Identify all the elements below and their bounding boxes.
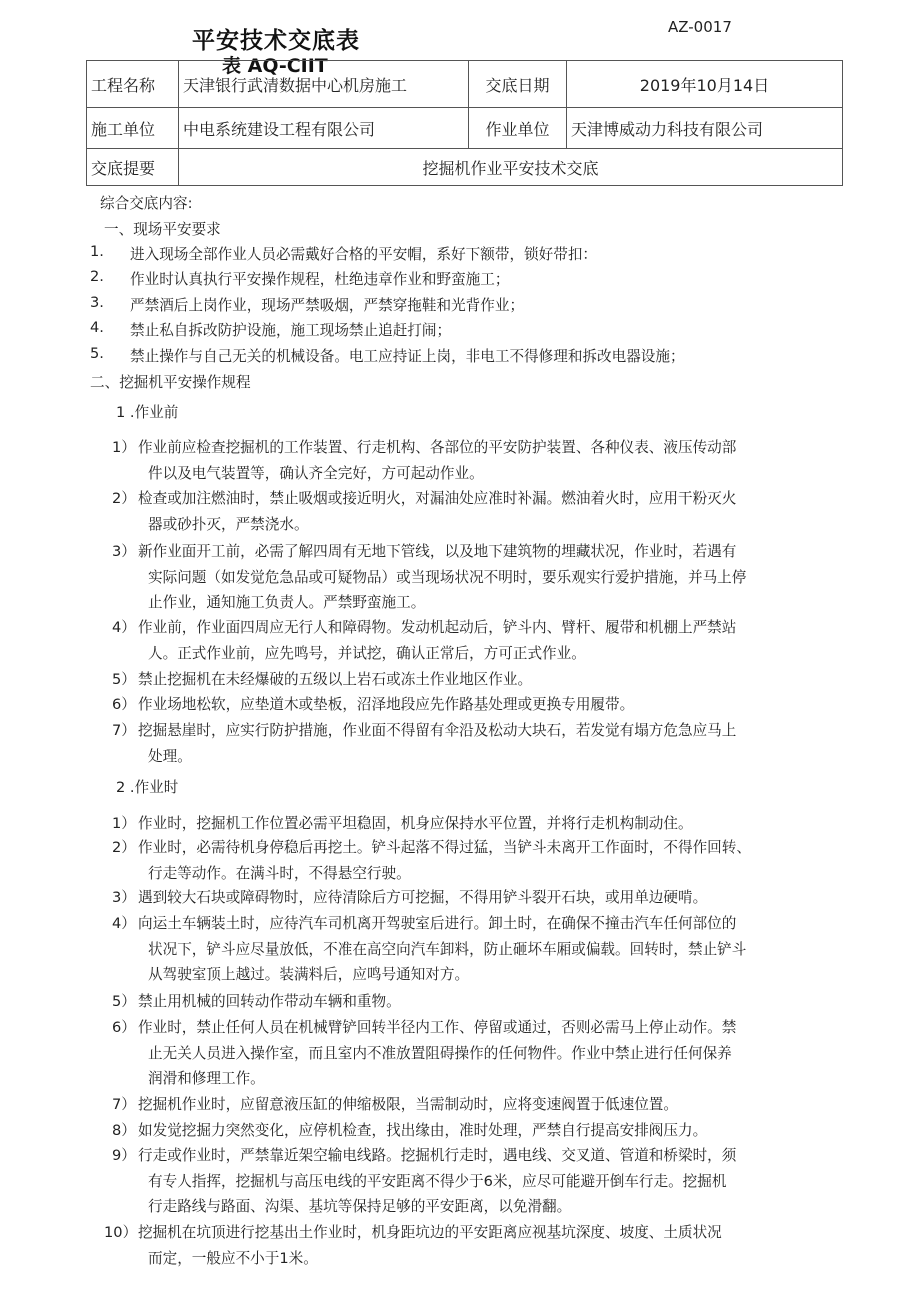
list-item: 作业场地松软，应垫道木或垫板，沼泽地段应先作路基处理或更换专用履带。 (138, 696, 635, 713)
list-item-number: 4. (90, 319, 104, 336)
list-item: 状况下，铲斗应尽量放低，不准在高空向汽车卸料，防止砸坏车厢或偏载。回转时，禁止铲斗 (148, 940, 747, 958)
list-item: 作业时认真执行平安操作规程，杜绝违章作业和野蛮施工； (130, 271, 510, 288)
list-item: 挖掘悬崖时，应实行防护措施，作业面不得留有伞沿及松动大块石，若发觉有塌方危急应马上 (138, 722, 737, 739)
list-item-number: 2） (112, 839, 136, 856)
list-item: 行走或作业时，严禁靠近架空输电线路。挖掘机行走时，遇电线、交叉道、管道和桥梁时，须 (138, 1147, 737, 1164)
list-item: 润滑和修理工作。 (148, 1070, 265, 1087)
contractor-label: 施工单位 (87, 108, 179, 149)
list-item: 检查或加注燃油时，禁止吸烟或接近明火，对漏油处应准时补漏。燃油着火时，应用干粉灭火 (138, 490, 737, 507)
list-item: 实际问题（如发觉危急品或可疑物品）或当现场状况不明时，要乐观实行爱护措施，并马上停 (148, 568, 747, 586)
list-item: 禁止挖掘机在未经爆破的五级以上岩石或冻土作业地区作业。 (138, 671, 533, 688)
list-item: 处理。 (148, 747, 192, 765)
table-row (87, 61, 843, 108)
list-item: 挖掘机在坑顶进行挖基出土作业时，机身距坑边的平安距离应视基坑深度、坡度、土质状况 (138, 1224, 722, 1241)
subsection-heading: 2 .作业时 (116, 779, 179, 796)
list-item: 作业时，禁止任何人员在机械臂铲回转半径内工作、停留或通过，否则必需马上停止动作。禁 (138, 1019, 737, 1036)
list-item: 作业前，作业面四周应无行人和障碍物。发动机起动后，铲斗内、臂杆、履带和机棚上严禁站 (138, 619, 737, 636)
section-heading: 二、挖掘机平安操作规程 (90, 374, 251, 391)
contractor-value: 中电系统建设工程有限公司 (179, 108, 469, 149)
list-item-number: 3） (112, 889, 136, 906)
list-item-number: 3） (112, 543, 136, 560)
list-item: 挖掘机作业时，应留意液压缸的伸缩极限，当需制动时，应将变速阀置于低速位置。 (138, 1096, 678, 1113)
list-item-number: 2. (90, 268, 104, 285)
list-item-number: 4） (112, 619, 136, 636)
list-item-number: 8） (112, 1122, 136, 1139)
list-item: 器或砂扑灭，严禁浇水。 (148, 515, 309, 533)
list-item: 从驾驶室顶上越过。装满料后，应鸣号通知对方。 (148, 966, 470, 983)
list-item: 止无关人员进入操作室，而且室内不准放置阻碍操作的任何物件。作业中禁止进行任何保养 (148, 1044, 732, 1062)
list-item: 遇到较大石块或障碍物时，应待清除后方可挖掘，不得用铲斗裂开石块，或用单边硬啃。 (138, 889, 708, 906)
info-table (86, 60, 843, 186)
list-item: 禁止操作与自己无关的机械设备。电工应持证上岗，非电工不得修理和拆改电器设施； (130, 348, 685, 365)
list-item: 进入现场全部作业人员必需戴好合格的平安帽，系好下额带，锁好带扣： (130, 246, 598, 263)
list-item: 人。正式作业前，应先鸣号，并试挖，确认正常后，方可正式作业。 (148, 644, 586, 662)
list-item: 行走路线与路面、沟渠、基坑等保持足够的平安距离，以免滑翻。 (148, 1198, 572, 1215)
table-row (87, 149, 843, 186)
list-item-number: 3. (90, 294, 104, 311)
list-item: 禁止用机械的回转动作带动车辆和重物。 (138, 993, 401, 1010)
list-item: 向运土车辆装土时，应待汽车司机离开驾驶室后进行。卸土时，在确保不撞击汽车任何部位的 (138, 915, 737, 932)
list-item-number: 7） (112, 1096, 136, 1113)
summary-value: 挖掘机作业平安技术交底 (179, 149, 843, 186)
list-item: 新作业面开工前，必需了解四周有无地下管线，以及地下建筑物的埋藏状况，作业时，若遇有 (138, 543, 737, 560)
list-item-number: 5） (112, 993, 136, 1010)
list-item-number: 10） (104, 1224, 138, 1241)
table-row (87, 108, 843, 149)
list-item-number: 5. (90, 345, 104, 362)
list-item-number: 9） (112, 1147, 136, 1164)
work-unit-value: 天津博威动力科技有限公司 (567, 108, 843, 149)
list-item-number: 6） (112, 1019, 136, 1036)
date-label: 交底日期 (469, 61, 567, 108)
work-unit-label: 作业单位 (469, 108, 567, 149)
content-intro: 综合交底内容: (100, 195, 193, 212)
list-item-number: 1） (112, 439, 136, 456)
document-number: AZ-0017 (668, 18, 732, 36)
project-value: 天津银行武清数据中心机房施工 (179, 61, 469, 108)
list-item: 禁止私自拆改防护设施，施工现场禁止追赶打闹； (130, 322, 452, 339)
list-item-number: 1. (90, 243, 104, 260)
subsection-heading: 1 .作业前 (116, 404, 179, 421)
list-item: 作业时，必需待机身停稳后再挖土。铲斗起落不得过猛，当铲斗未离开工作面时，不得作回转、 (138, 839, 751, 856)
summary-label: 交底提要 (87, 149, 179, 186)
list-item: 作业时，挖掘机工作位置必需平坦稳固，机身应保持水平位置，并将行走机构制动住。 (138, 815, 693, 832)
list-item-number: 1） (112, 815, 136, 832)
list-item: 止作业，通知施工负责人。严禁野蛮施工。 (148, 594, 426, 611)
list-item: 作业前应检查挖掘机的工作装置、行走机构、各部位的平安防护装置、各种仪表、液压传动部 (138, 439, 737, 456)
project-label: 工程名称 (87, 61, 179, 108)
date-value: 2019年10月14日 (567, 61, 843, 108)
list-item-number: 2） (112, 490, 136, 507)
list-item: 行走等动作。在满斗时，不得悬空行驶。 (148, 864, 411, 882)
list-item-number: 5） (112, 671, 136, 688)
list-item: 严禁酒后上岗作业，现场严禁吸烟，严禁穿拖鞋和光背作业； (130, 297, 525, 314)
list-item: 件以及电气装置等，确认齐全完好，方可起动作业。 (148, 464, 484, 482)
document-title: 平安技术交底表 (192, 28, 360, 54)
list-item-number: 4） (112, 915, 136, 932)
list-item: 而定，一般应不小于1米。 (148, 1249, 318, 1267)
list-item: 有专人指挥，挖掘机与高压电线的平安距离不得少于6米，应尽可能避开倒车行走。挖掘机 (148, 1172, 727, 1190)
list-item-number: 7） (112, 722, 136, 739)
form-code: 表 AQ-CIIT (222, 55, 328, 77)
list-item-number: 6） (112, 696, 136, 713)
list-item: 如发觉挖掘力突然变化，应停机检查，找出缘由，准时处理，严禁自行提高安排阀压力。 (138, 1122, 708, 1139)
section-heading: 一、现场平安要求 (104, 221, 221, 238)
